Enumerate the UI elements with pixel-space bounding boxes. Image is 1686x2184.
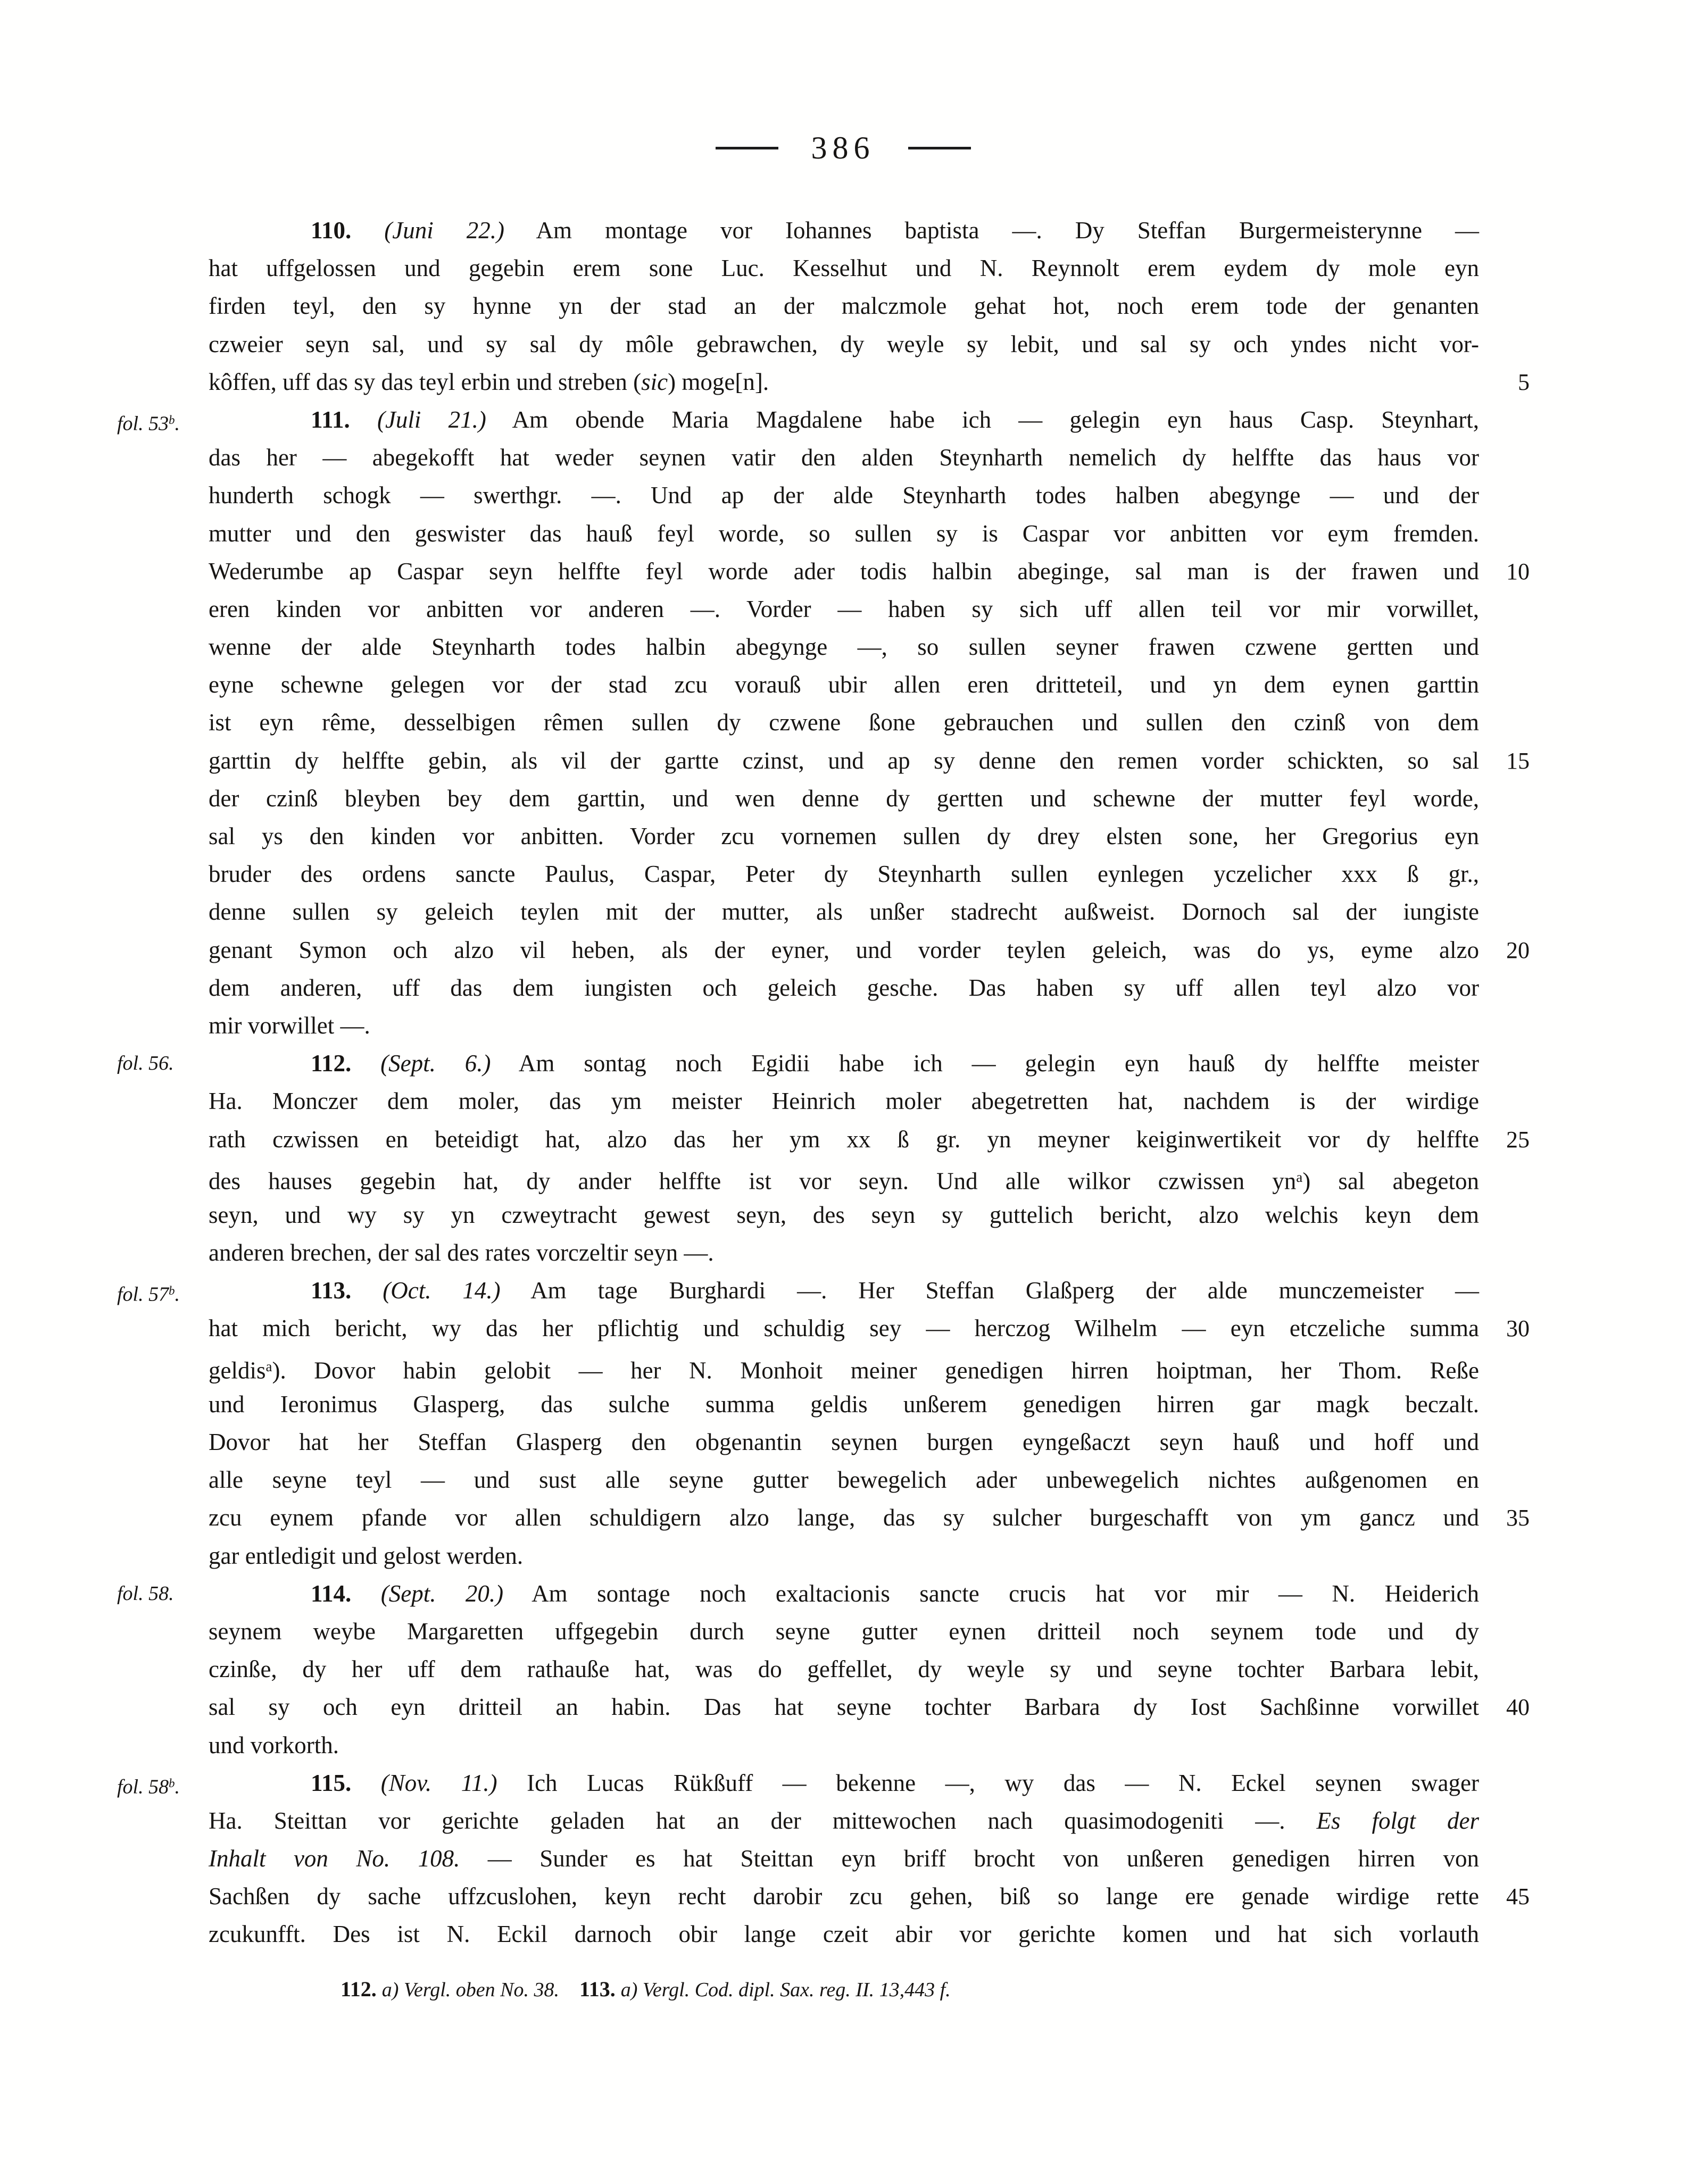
text-segment: kôffen, uff das sy das teyl erbin und streben (: [209, 368, 642, 395]
text-segment: (Sept. 20.): [380, 1580, 504, 1607]
entry-113-line-7: [209, 1499, 1530, 1537]
text-segment: Am montage vor Iohannes baptista —. Dy Steffan Burgermeisterynne —: [504, 217, 1479, 244]
entry-111-line-9: [209, 704, 1479, 741]
folio-note: [117, 401, 205, 443]
entry-111-line-10: [209, 742, 1530, 780]
text-segment: 113.: [311, 1277, 383, 1304]
entry-113-line-2: [209, 1310, 1530, 1347]
text-segment: czinße, dy her uff dem rathauße hat, was do geffellet, dy weyle sy und seyne tochter Barbara lebit,: [209, 1656, 1479, 1683]
text-segment: ) moge[n].: [668, 368, 769, 395]
text-segment: Inhalt von No. 108.: [209, 1845, 460, 1872]
folio-note: [117, 1764, 205, 1806]
entry-111-line-14: [209, 893, 1479, 931]
entry-112-line-6: [209, 1234, 1479, 1272]
entry-112-line-5: [209, 1196, 1479, 1234]
text-segment: Es folgt der: [1316, 1807, 1479, 1834]
entry-111-line-6: [209, 590, 1479, 628]
entry-112-line-4: [209, 1158, 1479, 1196]
text-segment: fol. 57: [117, 1283, 169, 1306]
entry-115-line-3: [209, 1840, 1479, 1878]
text-segment: anderen brechen, der sal des rates vorczeltir seyn —.: [209, 1239, 714, 1266]
text-segment: a: [265, 1358, 272, 1374]
text-segment: hat mich bericht, wy das her pflichtig und schuldig sey — herczog Wilhelm — eyn etczeliche summa: [209, 1315, 1479, 1342]
text-segment: — Sunder es hat Steittan eyn briff brocht von unßeren genedigen hirren von: [460, 1845, 1480, 1872]
text-segment: hat uffgelossen und gegebin erem sone Luc. Kesselhut und N. Reynnolt erem eydem dy mole eyn: [209, 255, 1479, 282]
text-segment: 112.: [311, 1050, 381, 1077]
text-segment: ist eyn rême, desselbigen rêmen sullen dy czwene ßone gebrauchen und sullen den czinß von dem: [209, 709, 1479, 736]
text-segment: (Nov. 11.): [380, 1769, 497, 1796]
entry-111-line-4: [209, 515, 1479, 553]
text-segment: 113.: [579, 1977, 621, 2001]
text-segment: (Sept. 6.): [380, 1050, 491, 1077]
text-segment: sal sy och eyn dritteil an habin. Das hat seyne tochter Barbara dy Iost Sachßinne vorwillet: [209, 1694, 1479, 1721]
line-number: 20: [1506, 937, 1530, 963]
text-segment: fol. 58: [117, 1775, 169, 1798]
text-segment: bruder des ordens sancte Paulus, Caspar, Peter dy Steynharth sullen eynlegen yczelicher xxx ß gr.,: [209, 861, 1479, 888]
text-segment: Dovor hat her Steffan Glasperg den obgenantin seynen burgen eyngeßaczt seyn hauß und hoff und: [209, 1429, 1479, 1455]
line-number: 10: [1506, 558, 1530, 585]
text-segment: alle seyne teyl — und sust alle seyne gutter bewegelich ader unbewegelich nichtes außgenomen en: [209, 1466, 1479, 1494]
text-segment: a) Vergl. Cod. dipl. Sax. reg. II. 13,443 f.: [620, 1979, 951, 2001]
entry-115-line-5: [209, 1915, 1479, 1953]
text-segment: Ha. Steittan vor gerichte geladen hat an der mittewochen nach quasimodogeniti —.: [209, 1807, 1317, 1834]
text-segment: fol. 56.: [117, 1052, 174, 1075]
line-number: 45: [1506, 1883, 1530, 1910]
text-segment: [559, 1979, 579, 2001]
text-segment: rath czwissen en beteidigt hat, alzo das her ym xx ß gr. yn meyner keiginwertikeit vor dy helffte: [209, 1126, 1479, 1153]
text-segment: b: [169, 1776, 175, 1790]
text-segment: Am sontag noch Egidii habe ich — gelegin eyn hauß dy helffte meister: [491, 1050, 1479, 1077]
text-segment: a) Vergl. oben No. 38.: [381, 1979, 559, 2001]
text-segment: sic: [641, 368, 668, 395]
entry-115-line-1: [117, 1764, 1479, 1802]
folio-note: [117, 1575, 205, 1613]
text-segment: das her — abegekofft hat weder seynen vatir den alden Steynharth nemelich dy helffte das haus vor: [209, 444, 1479, 471]
text-segment: zcu eynem pfande vor allen schuldigern alzo lange, das sy sulcher burgeschafft von ym gancz und: [209, 1504, 1479, 1531]
text-segment: firden teyl, den sy hynne yn der stad an der malczmole gehat hot, noch erem tode der genanten: [209, 293, 1479, 320]
text-block: [117, 212, 1530, 1954]
text-segment: garttin dy helffte gebin, als vil der gartte czinst, und ap sy denne den remen vorder schickten, so sal: [209, 747, 1479, 774]
text-segment: genant Symon och alzo vil heben, als der eyner, und vorder teylen geleich, was do ys, eyme alzo: [209, 936, 1479, 963]
text-segment: seyn, und wy sy yn czweytracht gewest seyn, des seyn sy guttelich bericht, alzo welchis keyn dem: [209, 1201, 1479, 1228]
text-segment: und Ieronimus Glasperg, das sulche summa geldis unßerem genedigen hirren gar magk beczalt.: [209, 1390, 1479, 1418]
entry-111-line-11: [209, 780, 1479, 818]
text-segment: 110.: [311, 217, 385, 244]
text-segment: ). Dovor habin gelobit — her N. Monhoit meiner genedigen hirren hoiptman, her Thom. Reße: [272, 1357, 1479, 1384]
text-segment: czweier seyn sal, und sy sal dy môle gebrawchen, dy weyle sy lebit, und sal sy och yndes nicht vor-: [209, 330, 1479, 357]
text-segment: mutter und den geswister das hauß feyl worde, so sullen sy is Caspar vor anbitten vor eym fremden.: [209, 520, 1479, 547]
entry-111-line-1: [117, 401, 1479, 439]
text-segment: eren kinden vor anbitten vor anderen —. Vorder — haben sy sich uff allen teil vor mir vorwillet,: [209, 595, 1479, 622]
entry-113-line-1: [117, 1272, 1479, 1310]
text-segment: Am sontage noch exaltacionis sancte crucis hat vor mir — N. Heiderich: [503, 1580, 1479, 1607]
entry-112-line-1: [117, 1045, 1479, 1082]
text-segment: b: [169, 413, 175, 427]
footnote: [340, 1977, 951, 2003]
line-number: 40: [1506, 1694, 1530, 1721]
text-segment: b: [169, 1284, 175, 1298]
entry-114-line-1: [117, 1575, 1479, 1613]
entry-111-line-13: [209, 855, 1479, 893]
text-segment: der czinß bleyben bey dem garttin, und wen denne dy gertten und schewne der mutter feyl worde,: [209, 785, 1479, 812]
line-number: 25: [1506, 1126, 1530, 1153]
entry-110-line-2: [209, 249, 1479, 287]
text-segment: 115.: [311, 1769, 381, 1796]
entry-111-line-17: [209, 1007, 1479, 1045]
entry-115-line-2: [209, 1802, 1479, 1840]
page-number: 386: [811, 130, 875, 165]
text-segment: 111.: [311, 406, 377, 433]
entry-110-line-4: [209, 326, 1479, 363]
footnote-text: [340, 1979, 951, 2001]
text-segment: hunderth schogk — swerthgr. —. Und ap der alde Steynharth todes halben abegynge — und der: [209, 482, 1479, 509]
entry-111-line-3: [209, 477, 1479, 514]
entry-114-line-3: [209, 1650, 1479, 1688]
entry-112-line-2: [209, 1082, 1479, 1120]
folio-note: [117, 1045, 205, 1082]
entry-110-line-1: [209, 212, 1479, 249]
entry-114-line-5: [209, 1727, 1479, 1764]
entry-113-line-5: [209, 1423, 1479, 1461]
entry-110-line-5: [209, 363, 1530, 401]
entry-113-line-8: [209, 1537, 1479, 1575]
entry-111-line-7: [209, 628, 1479, 666]
text-segment: geldis: [209, 1357, 266, 1384]
entry-113-line-4: [209, 1386, 1479, 1423]
page-header: [0, 132, 1686, 164]
text-segment: Ha. Monczer dem moler, das ym meister Heinrich moler abegetretten hat, nachdem is der wirdige: [209, 1088, 1479, 1115]
text-segment: (Oct. 14.): [383, 1277, 501, 1304]
text-segment: dem anderen, uff das dem iungisten och geleich gesche. Das haben sy uff allen teyl alzo vor: [209, 974, 1479, 1001]
text-segment: Ich Lucas Rükßuff — bekenne —, wy das — N. Eckel seynen swager: [497, 1769, 1479, 1796]
entry-110-line-3: [209, 287, 1479, 325]
entry-111-line-15: [209, 931, 1530, 969]
line-number: 35: [1506, 1505, 1530, 1531]
text-segment: mir vorwillet —.: [209, 1012, 370, 1039]
entry-111-line-8: [209, 666, 1479, 704]
folio-note: [117, 1272, 205, 1314]
text-segment: Am obende Maria Magdalene habe ich — gelegin eyn haus Casp. Steynhart,: [486, 406, 1479, 433]
text-segment: .: [175, 1775, 180, 1798]
text-segment: .: [175, 412, 180, 435]
text-segment: gar entledigit und gelost werden.: [209, 1542, 524, 1569]
text-segment: ) sal abegeton: [1302, 1168, 1479, 1195]
text-segment: denne sullen sy geleich teylen mit der mutter, als unßer stadrecht außweist. Dornoch sal der iungiste: [209, 898, 1479, 926]
text-segment: 114.: [311, 1580, 381, 1607]
text-segment: sal ys den kinden vor anbitten. Vorder zcu vornemen sullen dy drey elsten sone, her Gregorius eyn: [209, 823, 1479, 849]
text-segment: des hauses gegebin hat, dy ander helffte ist vor seyn. Und alle wilkor czwissen yn: [209, 1168, 1297, 1195]
text-segment: a: [1296, 1169, 1303, 1185]
text-segment: zcukunfft. Des ist N. Eckil darnoch obir lange czeit abir vor gerichte komen und hat sich vorlauth: [209, 1921, 1479, 1948]
text-segment: Am tage Burghardi —. Her Steffan Glaßperg der alde munczemeister —: [500, 1277, 1479, 1304]
header-rule-right: [908, 147, 971, 149]
header-rule-left: [716, 147, 778, 149]
line-number: 30: [1506, 1315, 1530, 1342]
entry-113-line-3: [209, 1348, 1479, 1386]
text-segment: Sachßen dy sache uffzcuslohen, keyn recht darobir zcu gehen, biß so lange ere genade wirdige rette: [209, 1883, 1479, 1910]
text-segment: seynem weybe Margaretten uffgegebin durch seyne gutter eynen dritteil noch seynem tode und dy: [209, 1618, 1479, 1645]
line-number: 15: [1506, 747, 1530, 774]
line-number: 5: [1518, 369, 1530, 395]
text-segment: .: [175, 1283, 180, 1306]
text-segment: (Juli 21.): [377, 406, 486, 433]
entry-114-line-4: [209, 1688, 1530, 1726]
entry-113-line-6: [209, 1461, 1479, 1499]
text-segment: fol. 58.: [117, 1582, 174, 1605]
entry-115-line-4: [209, 1878, 1530, 1915]
text-segment: wenne der alde Steynharth todes halbin abegynge —, so sullen seyner frawen czwene gertten und: [209, 633, 1479, 661]
text-segment: fol. 53: [117, 412, 169, 435]
text-segment: Wederumbe ap Caspar seyn helffte feyl worde ader todis halbin abeginge, sal man is der frawen und: [209, 557, 1479, 585]
text-segment: eyne schewne gelegen vor der stad zcu vorauß ubir allen eren dritteteil, und yn dem eynen garttin: [209, 671, 1479, 698]
text-segment: 112.: [340, 1977, 382, 2001]
entry-114-line-2: [209, 1613, 1479, 1650]
entry-111-line-5: [209, 553, 1530, 590]
entry-111-line-2: [209, 439, 1479, 477]
entry-111-line-12: [209, 818, 1479, 855]
text-segment: und vorkorth.: [209, 1731, 339, 1758]
text-segment: (Juni 22.): [384, 217, 505, 244]
entry-111-line-16: [209, 969, 1479, 1007]
entry-112-line-3: [209, 1121, 1530, 1158]
